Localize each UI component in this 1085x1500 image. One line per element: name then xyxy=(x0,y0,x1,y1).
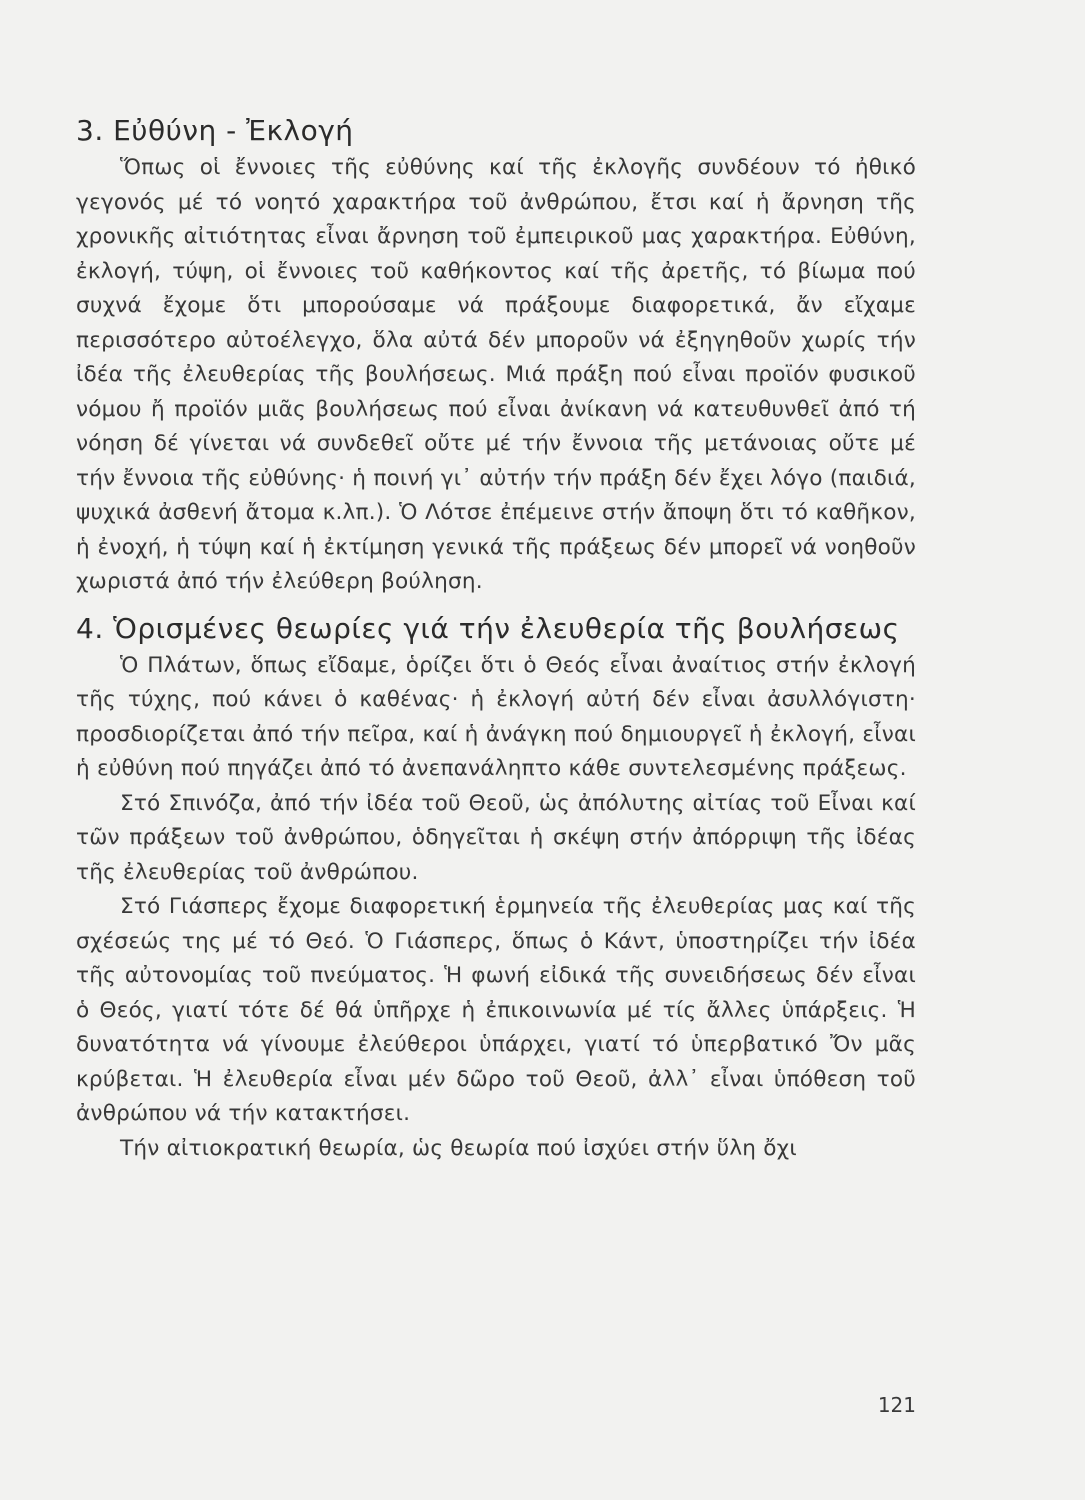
section-4-paragraph-4: Τήν αἰτιοκρατική θεωρία, ὡς θεωρία πού ἰσχύει στήν ὕλη ὄχι xyxy=(120,1135,797,1161)
section-4-paragraph-1: Ὁ Πλάτων, ὅπως εἴδαμε, ὁρίζει ὅτι ὁ Θεός εἶναι ἀναίτιος στήν ἐκλογή τῆς τύχης, πού κάνει ὁ καθένας· ἡ ἐκλογή αὐτή δέν εἶναι ἀσυλλόγιστη· προσδιορίζεται ἀπό τήν πεῖρα, καί ἡ ἀνάγκη πού δημιουργεῖ ἡ ἐκλογή, εἶναι ἡ εὐθύνη πού πηγάζει ἀπό τό ἀνεπανάληπτο κάθε συντελεσμένης πράξεως. xyxy=(76,652,916,781)
page-number: 121 xyxy=(877,1393,916,1417)
text-column xyxy=(76,112,916,1166)
section-3-heading: 3. Εὐθύνη - Ἐκλογή xyxy=(76,114,354,147)
section-4-paragraph-2: Στό Σπινόζα, ἀπό τήν ἰδέα τοῦ Θεοῦ, ὡς ἀπόλυτης αἰτίας τοῦ Εἶναι καί τῶν πράξεων τοῦ ἀνθρώπου, ὁδηγεῖται ἡ σκέψη στήν ἀπόρριψη τῆς ἰδέας τῆς ἐλευθερίας τοῦ ἀνθρώπου. xyxy=(76,790,916,885)
section-4-paragraph-3: Στό Γιάσπερς ἔχομε διαφορετική ἑρμηνεία τῆς ἐλευθερίας μας καί τῆς σχέσεώς της μέ τό Θεό. Ὁ Γιάσπερς, ὅπως ὁ Κάντ, ὑποστηρίζει τήν ἰδέα τῆς αὐτονομίας τοῦ πνεύματος. Ἡ φωνή εἰδικά τῆς συνειδήσεως δέν εἶναι ὁ Θεός, γιατί τότε δέ θά ὑπῆρχε ἡ ἐπικοινωνία μέ τίς ἄλλες ὑπάρξεις. Ἡ δυνατότητα νά γίνουμε ἐλεύθεροι ὑπάρχει, γιατί τό ὑπερβατικό Ὄν μᾶς κρύβεται. Ἡ ἐλευθερία εἶναι μέν δῶρο τοῦ Θεοῦ, ἀλλ᾽ εἶναι ὑπόθεση τοῦ ἀνθρώπου νά τήν κατακτήσει. xyxy=(76,894,916,1126)
section-4-heading: 4. Ὁρισμένες θεωρίες γιά τήν ἐλευθερία τῆς βουλήσεως xyxy=(76,611,900,645)
section-3-paragraph-1: Ὅπως οἱ ἔννοιες τῆς εὐθύνης καί τῆς ἐκλογῆς συνδέουν τό ἠθικό γεγονός μέ τό νοητό χαρακτήρα τοῦ ἀνθρώπου, ἔτσι καί ἡ ἄρνηση τῆς χρονικῆς αἰτιότητας εἶναι ἄρνηση τοῦ ἐμπειρικοῦ μας χαρακτήρα. Εὐθύνη, ἐκλογή, τύψη, οἱ ἔννοιες τοῦ καθήκοντος καί τῆς ἀρετῆς, τό βίωμα πού συχνά ἔχομε ὅτι μπορούσαμε νά πράξουμε διαφορετικά, ἄν εἴχαμε περισσότερο αὐτοέλεγχο, ὅλα αὐτά δέν μποροῦν νά ἐξηγηθοῦν χωρίς τήν ἰδέα τῆς ἐλευθερίας τῆς βουλήσεως. Μιά πράξη πού εἶναι προϊόν φυσικοῦ νόμου ἤ προϊόν μιᾶς βουλήσεως πού εἶναι ἀνίκανη νά κατευθυνθεῖ ἀπό τή νόηση δέ γίνεται νά συνδεθεῖ οὔτε μέ τήν ἔννοια τῆς μετάνοιας οὔτε μέ τήν ἔννοια τῆς εὐθύνης· ἡ ποινή γι᾽ αὐτήν τήν πράξη δέν ἔχει λόγο (παιδιά, ψυχικά ἀσθενή ἄτομα κ.λπ.). Ὁ Λότσε ἐπέμεινε στήν ἄποψη ὅτι τό καθῆκον, ἡ ἐνοχή, ἡ τύψη καί ἡ ἐκτίμηση γενικά τῆς πράξεως δέν μπορεῖ νά νοηθοῦν χωριστά ἀπό τήν ἐλεύθερη βούληση. xyxy=(76,155,916,594)
